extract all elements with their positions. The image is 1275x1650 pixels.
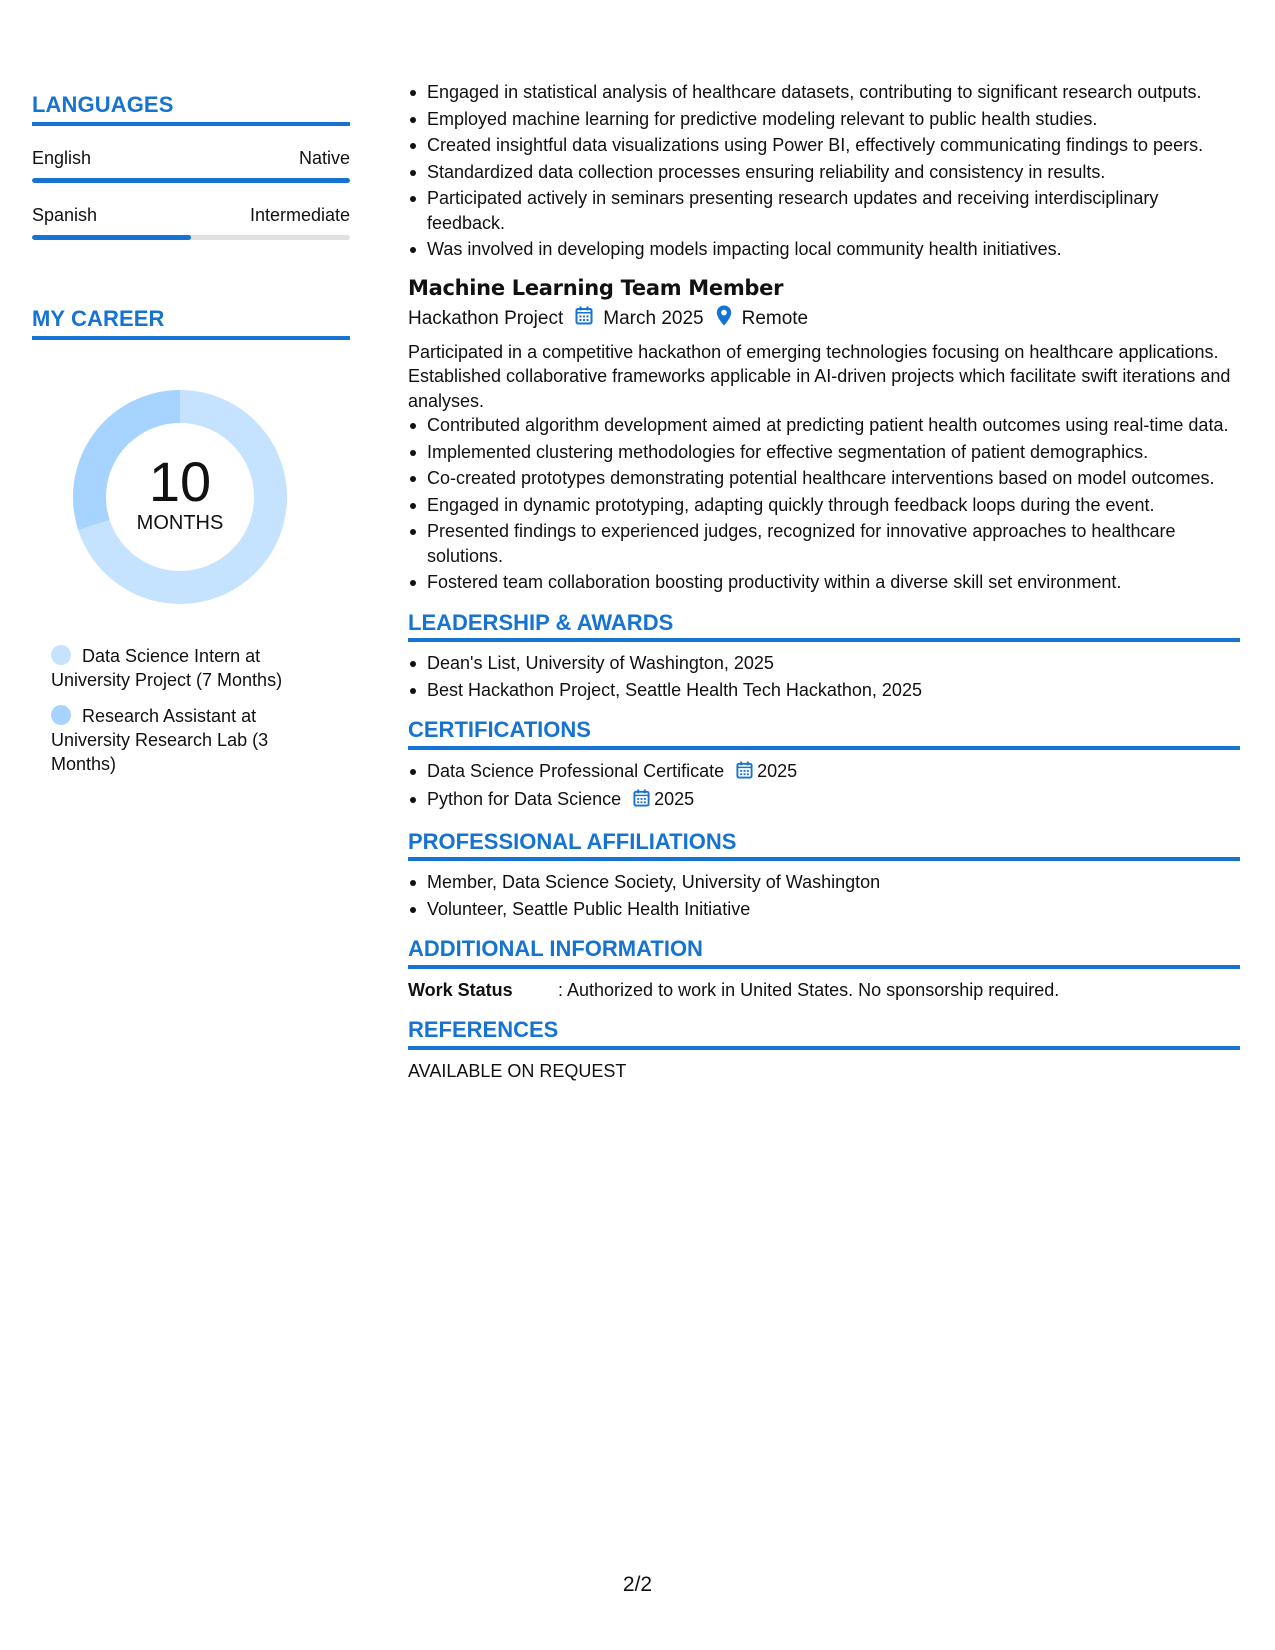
bullet-item: Volunteer, Seattle Public Health Initiative — [408, 897, 1240, 922]
work-status-label: Work Status — [408, 979, 513, 1000]
left-column — [32, 92, 350, 788]
legend-label: Research Assistant at University Research Lab (3 Months) — [51, 706, 269, 774]
certification-item — [408, 759, 1240, 786]
bullet-item: Member, Data Science Society, University of Washington — [408, 870, 1240, 895]
language-name: Spanish — [32, 205, 98, 225]
language-level: Native — [298, 148, 350, 168]
language-name: English — [32, 148, 92, 168]
additional-info-heading: ADDITIONAL INFORMATION — [408, 937, 1240, 969]
bullet-item: Implemented clustering methodologies for effective segmentation of patient demographics. — [408, 440, 1240, 465]
page-number: 2/2 — [622, 1573, 653, 1596]
language-proficiency-bar — [32, 235, 350, 240]
job-description: Participated in a competitive hackathon of emerging technologies focusing on healthcare applications. Established collaborative frameworks applicable in AI-driven projects which facilitate swift iterations and analyses. — [408, 341, 1231, 411]
references-text: AVAILABLE ON REQUEST — [408, 1060, 627, 1081]
certification-item — [408, 787, 1240, 814]
job-title: Machine Learning Team Member — [408, 275, 784, 300]
work-status-row — [408, 978, 1240, 1003]
bullet-item: Best Hackathon Project, Seattle Health Tech Hackathon, 2025 — [408, 678, 1240, 703]
bullet-item: Co-created prototypes demonstrating potential healthcare interventions based on model outcomes. — [408, 466, 1240, 491]
calendar-icon — [575, 306, 593, 333]
bullet-item: Created insightful data visualizations using Power BI, effectively communicating findings to peers. — [408, 133, 1240, 158]
bullet-item: Presented findings to experienced judges, recognized for innovative approaches to healthcare solutions. — [408, 519, 1240, 568]
leadership-heading: LEADERSHIP & AWARDS — [408, 611, 1240, 643]
bullet-item: Participated actively in seminars presenting research updates and receiving interdisciplinary feedback. — [408, 186, 1240, 235]
certification-name: Data Science Professional Certificate — [427, 760, 725, 781]
job-organization: Hackathon Project — [408, 308, 564, 330]
certifications-heading: CERTIFICATIONS — [408, 718, 1240, 750]
job-location: Remote — [741, 308, 809, 330]
calendar-icon — [633, 789, 650, 814]
calendar-icon — [736, 761, 753, 786]
job-date: March 2025 — [603, 308, 704, 330]
bullet-item: Engaged in dynamic prototyping, adapting quickly through feedback loops during the event. — [408, 493, 1240, 518]
bullet-item: Standardized data collection processes ensuring reliability and consistency in results. — [408, 160, 1240, 185]
certifications-list — [408, 759, 1240, 814]
career-donut-chart — [67, 384, 293, 610]
leadership-list — [408, 651, 1240, 702]
language-item — [32, 148, 350, 183]
language-item — [32, 205, 350, 240]
legend-dot — [51, 705, 71, 725]
bullet-item: Fostered team collaboration boosting productivity within a diverse skill set environment. — [408, 570, 1240, 595]
certification-name: Python for Data Science — [427, 789, 622, 809]
legend-dot — [51, 645, 71, 665]
affiliations-list — [408, 870, 1240, 921]
certification-year: 2025 — [654, 789, 695, 809]
career-total-unit: MONTHS — [136, 512, 224, 534]
legend-item — [51, 704, 311, 776]
career-heading: MY CAREER — [32, 306, 350, 340]
career-legend — [51, 644, 311, 776]
right-column — [408, 80, 1240, 1083]
language-proficiency-bar — [32, 178, 350, 183]
job-bullets — [408, 413, 1240, 595]
bullet-item: Was involved in developing models impacting local community health initiatives. — [408, 237, 1240, 262]
map-pin-icon — [716, 305, 732, 334]
language-proficiency-fill — [32, 178, 350, 183]
legend-item — [51, 644, 311, 692]
job-meta — [408, 306, 1240, 334]
bullet-item: Dean's List, University of Washington, 2025 — [408, 651, 1240, 676]
legend-label: Data Science Intern at University Project (7 Months) — [51, 646, 283, 690]
references-heading: REFERENCES — [408, 1018, 1240, 1050]
career-total-value: 10 — [148, 450, 212, 513]
work-status-value: : Authorized to work in United States. No sponsorship required. — [558, 979, 1060, 1000]
donut-center — [67, 452, 293, 535]
bullet-item: Engaged in statistical analysis of healthcare datasets, contributing to significant research outputs. — [408, 80, 1240, 105]
previous-job-bullets — [408, 80, 1240, 262]
languages-heading: LANGUAGES — [32, 92, 350, 126]
language-proficiency-fill — [32, 235, 191, 240]
bullet-item: Employed machine learning for predictive modeling relevant to public health studies. — [408, 107, 1240, 132]
bullet-item: Contributed algorithm development aimed at predicting patient health outcomes using real-time data. — [408, 413, 1240, 438]
affiliations-heading: PROFESSIONAL AFFILIATIONS — [408, 830, 1240, 862]
certification-year: 2025 — [757, 760, 798, 781]
language-level: Intermediate — [249, 205, 350, 225]
